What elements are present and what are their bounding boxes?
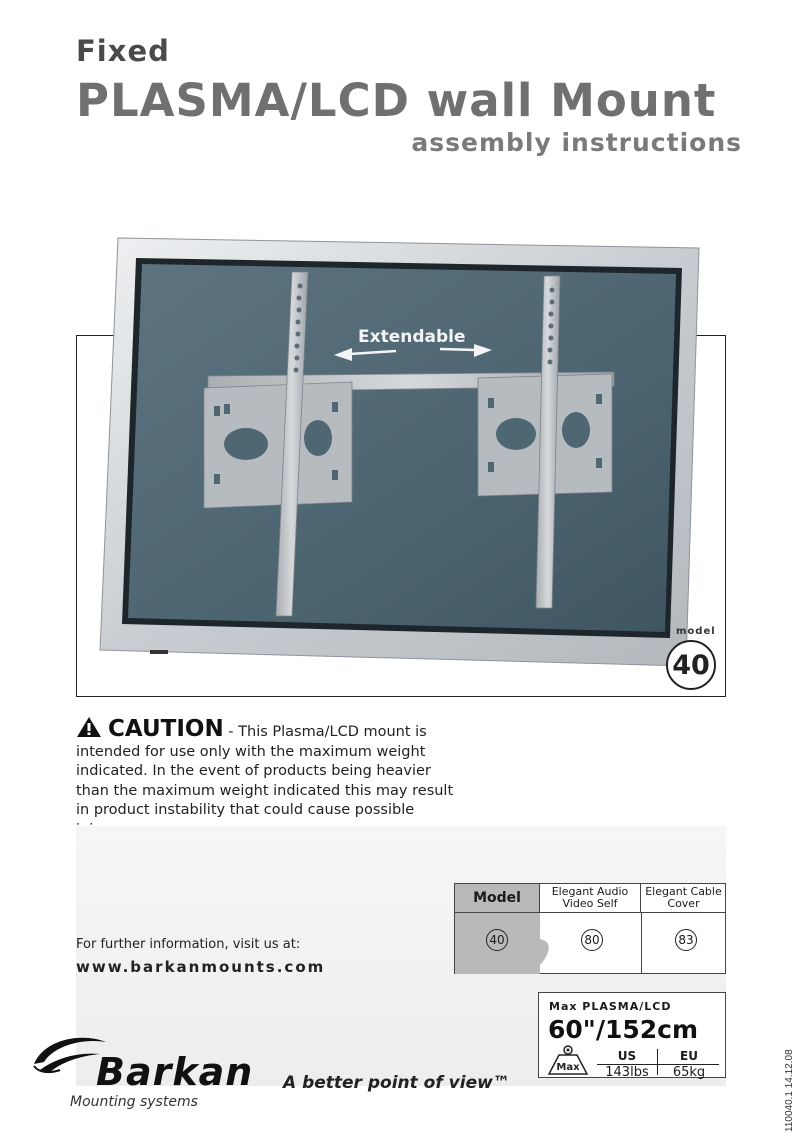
extendable-label: Extendable <box>358 327 466 347</box>
table-header-audio-video-shelf: Elegant Audio Video Self <box>540 884 641 913</box>
puzzle-connector-icon <box>531 924 555 964</box>
model-40-badge: 40 <box>486 929 508 951</box>
warning-triangle-icon <box>76 716 102 738</box>
weight-us-header: US <box>617 1049 637 1063</box>
weight-us-value: 143lbs <box>605 1065 649 1080</box>
weight-eu-value: 65kg <box>672 1065 706 1080</box>
tv-wall-mount-illustration <box>96 236 701 666</box>
max-weight-icon <box>547 1045 589 1075</box>
brand-name: Barkan <box>96 1050 254 1094</box>
table-header-cable-cover: Elegant Cable Cover <box>641 884 726 913</box>
caution-notice <box>76 716 456 840</box>
weight-divider-v <box>657 1049 658 1075</box>
website-link[interactable]: www.barkanmounts.com <box>76 958 326 976</box>
max-spec-label: Max PLASMA/LCD <box>549 1000 672 1013</box>
caution-text: - This Plasma/LCD mount is intended for use only with the maximum weight indicated. In the event of products being heavier than the maximum weight indicated this may result in product instability that could cause possible <box>76 724 454 818</box>
caution-heading: CAUTION <box>108 716 224 742</box>
document-code: 110040.1 14.12.08 <box>784 1049 795 1132</box>
title-subtitle: assembly instructions <box>411 128 742 157</box>
model-80-badge: 80 <box>581 929 603 951</box>
brand-subtitle: Mounting systems <box>70 1094 198 1110</box>
model-compatibility-table <box>454 883 726 974</box>
title-fixed: Fixed <box>76 34 170 68</box>
brand-tagline: A better point of view™ <box>283 1073 510 1093</box>
title-main: PLASMA/LCD wall Mount <box>76 74 717 127</box>
weight-eu-header: EU <box>680 1049 698 1063</box>
max-spec-box <box>538 992 726 1078</box>
model-83-badge: 83 <box>675 929 697 951</box>
table-header-model: Model <box>455 884 540 913</box>
max-screen-size: 60"/152cm <box>548 1015 698 1044</box>
model-label: model <box>676 626 716 637</box>
max-weight-icon-label: Max <box>556 1062 580 1073</box>
model-number-badge: 40 <box>666 640 716 690</box>
further-info-text: For further information, visit us at: <box>76 937 301 952</box>
table-divider <box>641 913 642 974</box>
